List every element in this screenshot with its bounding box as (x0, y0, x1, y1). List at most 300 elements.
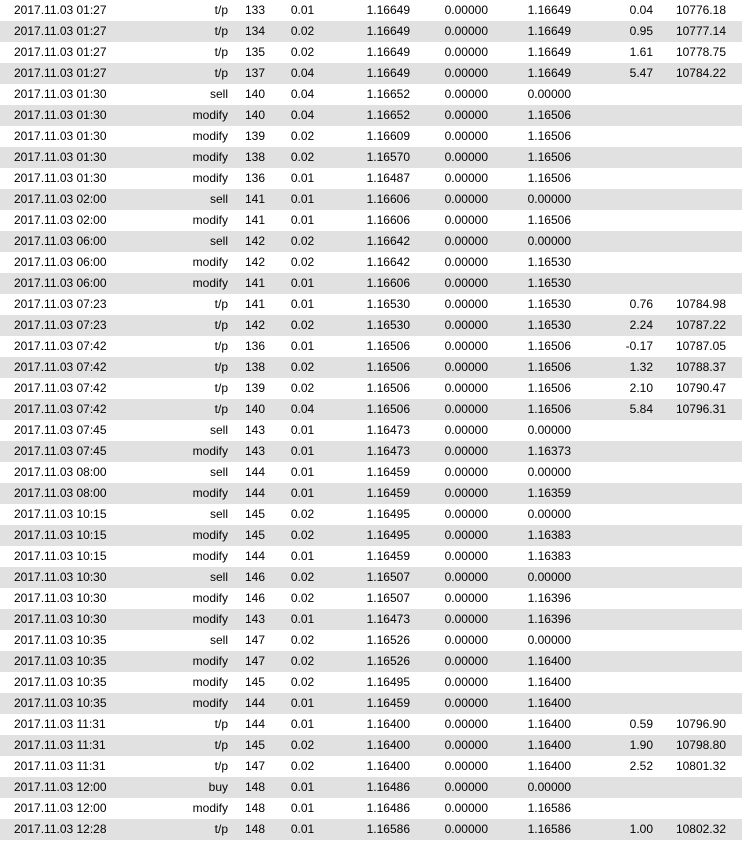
row-lot-size: 0.02 (290, 381, 315, 395)
row-balance: 10787.05 (675, 339, 726, 353)
row-take-profit: 0.00000 (527, 570, 571, 584)
row-profit (575, 798, 657, 819)
row-stop-loss: 0.00000 (444, 696, 488, 710)
row-stop-loss: 0.00000 (444, 402, 488, 416)
row-balance (657, 126, 742, 147)
table-row[interactable] (0, 714, 742, 735)
row-take-profit: 1.16506 (527, 108, 571, 122)
row-time: 2017.11.03 10:15 (14, 507, 107, 521)
row-type: sell (209, 234, 228, 248)
row-price: 1.16507 (366, 570, 410, 584)
table-row[interactable] (0, 756, 742, 777)
row-profit: 1.90 (629, 738, 653, 752)
row-lot-size: 0.01 (290, 276, 315, 290)
row-take-profit: 1.16506 (527, 171, 571, 185)
table-row[interactable] (0, 546, 742, 567)
row-price: 1.16459 (366, 465, 410, 479)
row-type: t/p (214, 402, 228, 416)
row-balance (657, 252, 742, 273)
table-row[interactable] (0, 105, 742, 126)
row-profit (575, 672, 657, 693)
table-row[interactable] (0, 651, 742, 672)
table-row[interactable] (0, 483, 742, 504)
row-balance: 10784.98 (675, 297, 726, 311)
row-time: 2017.11.03 11:31 (14, 759, 106, 773)
row-take-profit: 1.16649 (527, 3, 571, 17)
row-profit (575, 252, 657, 273)
row-stop-loss: 0.00000 (444, 213, 488, 227)
table-row[interactable] (0, 63, 742, 84)
row-order-number: 145 (244, 507, 266, 521)
row-take-profit: 0.00000 (527, 87, 571, 101)
row-lot-size: 0.01 (290, 486, 315, 500)
row-profit (575, 630, 657, 651)
row-type: modify (192, 213, 228, 227)
row-time: 2017.11.03 02:00 (14, 192, 107, 206)
row-stop-loss: 0.00000 (444, 45, 488, 59)
row-profit: 1.00 (629, 822, 653, 836)
row-take-profit: 1.16373 (527, 444, 571, 458)
row-profit (575, 609, 657, 630)
row-stop-loss: 0.00000 (444, 276, 488, 290)
row-price: 1.16506 (366, 360, 410, 374)
row-type: modify (192, 108, 228, 122)
row-balance: 10784.22 (675, 66, 726, 80)
row-lot-size: 0.02 (290, 759, 315, 773)
row-stop-loss: 0.00000 (444, 192, 488, 206)
row-balance (657, 273, 742, 294)
row-time: 2017.11.03 10:15 (14, 528, 107, 542)
row-lot-size: 0.02 (290, 591, 315, 605)
row-order-number: 141 (244, 297, 266, 311)
row-stop-loss: 0.00000 (444, 339, 488, 353)
row-type: modify (192, 129, 228, 143)
row-lot-size: 0.01 (290, 3, 315, 17)
row-take-profit: 1.16530 (527, 318, 571, 332)
row-balance: 10802.32 (675, 822, 726, 836)
row-time: 2017.11.03 10:35 (14, 675, 107, 689)
row-take-profit: 0.00000 (527, 192, 571, 206)
row-price: 1.16642 (366, 234, 410, 248)
row-profit (575, 126, 657, 147)
row-time: 2017.11.03 10:35 (14, 696, 107, 710)
row-stop-loss: 0.00000 (444, 234, 488, 248)
row-balance: 10796.31 (675, 402, 726, 416)
row-price: 1.16506 (366, 381, 410, 395)
row-order-number: 136 (244, 171, 266, 185)
table-row[interactable] (0, 189, 742, 210)
row-type: t/p (214, 45, 228, 59)
row-balance (657, 105, 742, 126)
table-row[interactable] (0, 399, 742, 420)
row-stop-loss: 0.00000 (444, 822, 488, 836)
row-lot-size: 0.02 (290, 507, 315, 521)
row-balance (657, 420, 742, 441)
row-time: 2017.11.03 12:00 (14, 801, 107, 815)
row-time: 2017.11.03 01:27 (14, 66, 107, 80)
row-stop-loss: 0.00000 (444, 612, 488, 626)
row-type: t/p (214, 360, 228, 374)
row-order-number: 146 (244, 591, 266, 605)
row-lot-size: 0.01 (290, 465, 315, 479)
row-stop-loss: 0.00000 (444, 360, 488, 374)
row-profit (575, 693, 657, 714)
row-take-profit: 1.16649 (527, 45, 571, 59)
row-type: modify (192, 486, 228, 500)
row-type: sell (209, 507, 228, 521)
row-profit: 2.10 (629, 381, 653, 395)
row-lot-size: 0.01 (290, 717, 315, 731)
row-take-profit: 0.00000 (527, 423, 571, 437)
row-stop-loss: 0.00000 (444, 486, 488, 500)
row-balance (657, 504, 742, 525)
row-balance (657, 588, 742, 609)
row-price: 1.16473 (366, 423, 410, 437)
row-balance (657, 567, 742, 588)
row-lot-size: 0.01 (290, 213, 315, 227)
row-lot-size: 0.01 (290, 822, 315, 836)
row-price: 1.16606 (366, 192, 410, 206)
table-row[interactable] (0, 357, 742, 378)
row-price: 1.16459 (366, 486, 410, 500)
row-time: 2017.11.03 01:27 (14, 24, 107, 38)
row-lot-size: 0.01 (290, 780, 315, 794)
row-type: t/p (214, 738, 228, 752)
row-stop-loss: 0.00000 (444, 465, 488, 479)
row-profit: -0.17 (625, 339, 653, 353)
row-balance (657, 651, 742, 672)
row-order-number: 141 (244, 213, 266, 227)
row-price: 1.16526 (366, 654, 410, 668)
row-type: t/p (214, 3, 228, 17)
row-time: 2017.11.03 07:23 (14, 297, 107, 311)
row-type: t/p (214, 66, 228, 80)
row-balance (657, 525, 742, 546)
row-type: t/p (214, 759, 228, 773)
row-price: 1.16486 (366, 780, 410, 794)
row-order-number: 144 (244, 696, 266, 710)
row-take-profit: 0.00000 (527, 234, 571, 248)
table-row[interactable] (0, 147, 742, 168)
row-profit: 2.52 (629, 759, 653, 773)
row-take-profit: 1.16400 (527, 654, 571, 668)
row-lot-size: 0.04 (290, 108, 315, 122)
table-row[interactable] (0, 294, 742, 315)
row-price: 1.16400 (366, 738, 410, 752)
row-order-number: 144 (244, 465, 266, 479)
row-profit (575, 231, 657, 252)
table-row[interactable] (0, 798, 742, 819)
row-profit (575, 441, 657, 462)
row-order-number: 147 (244, 759, 266, 773)
row-lot-size: 0.02 (290, 738, 315, 752)
row-price: 1.16606 (366, 276, 410, 290)
row-stop-loss: 0.00000 (444, 528, 488, 542)
row-stop-loss: 0.00000 (444, 108, 488, 122)
row-price: 1.16459 (366, 549, 410, 563)
row-profit (575, 147, 657, 168)
row-type: modify (192, 171, 228, 185)
row-balance: 10778.75 (675, 45, 726, 59)
row-price: 1.16400 (366, 717, 410, 731)
table-row[interactable] (0, 231, 742, 252)
row-stop-loss: 0.00000 (444, 297, 488, 311)
row-lot-size: 0.01 (290, 801, 315, 815)
row-profit: 1.32 (629, 360, 653, 374)
row-balance: 10798.80 (675, 738, 726, 752)
table-row[interactable] (0, 735, 742, 756)
row-order-number: 140 (244, 87, 266, 101)
table-row[interactable] (0, 168, 742, 189)
row-time: 2017.11.03 01:30 (14, 129, 107, 143)
row-stop-loss: 0.00000 (444, 738, 488, 752)
row-lot-size: 0.04 (290, 87, 315, 101)
table-row[interactable] (0, 252, 742, 273)
row-lot-size: 0.01 (290, 192, 315, 206)
row-take-profit: 1.16530 (527, 297, 571, 311)
row-price: 1.16459 (366, 696, 410, 710)
row-type: sell (209, 423, 228, 437)
row-balance (657, 84, 742, 105)
row-time: 2017.11.03 06:00 (14, 255, 107, 269)
row-time: 2017.11.03 07:23 (14, 318, 107, 332)
table-row[interactable] (0, 504, 742, 525)
row-lot-size: 0.02 (290, 255, 315, 269)
row-balance: 10787.22 (675, 318, 726, 332)
row-balance: 10796.90 (675, 717, 726, 731)
row-balance (657, 210, 742, 231)
row-lot-size: 0.01 (290, 444, 315, 458)
row-profit (575, 84, 657, 105)
row-balance (657, 777, 742, 798)
row-balance: 10788.37 (675, 360, 726, 374)
row-price: 1.16526 (366, 633, 410, 647)
row-take-profit: 1.16530 (527, 276, 571, 290)
row-type: modify (192, 696, 228, 710)
row-order-number: 141 (244, 276, 266, 290)
row-type: modify (192, 654, 228, 668)
row-price: 1.16530 (366, 297, 410, 311)
row-lot-size: 0.02 (290, 318, 315, 332)
row-order-number: 136 (244, 339, 266, 353)
row-order-number: 148 (244, 801, 266, 815)
table-row[interactable] (0, 777, 742, 798)
row-lot-size: 0.02 (290, 24, 315, 38)
table-row[interactable] (0, 567, 742, 588)
row-lot-size: 0.02 (290, 675, 315, 689)
row-order-number: 147 (244, 654, 266, 668)
row-take-profit: 1.16586 (527, 801, 571, 815)
row-profit (575, 567, 657, 588)
row-order-number: 148 (244, 780, 266, 794)
row-price: 1.16642 (366, 255, 410, 269)
row-balance (657, 483, 742, 504)
row-profit: 2.24 (629, 318, 653, 332)
row-order-number: 144 (244, 549, 266, 563)
row-order-number: 142 (244, 318, 266, 332)
row-time: 2017.11.03 10:35 (14, 654, 107, 668)
row-take-profit: 1.16383 (527, 549, 571, 563)
row-price: 1.16649 (366, 3, 410, 17)
row-price: 1.16649 (366, 45, 410, 59)
row-order-number: 145 (244, 738, 266, 752)
row-time: 2017.11.03 07:45 (14, 423, 107, 437)
row-order-number: 137 (244, 66, 266, 80)
row-lot-size: 0.01 (290, 297, 315, 311)
row-order-number: 143 (244, 612, 266, 626)
row-take-profit: 1.16530 (527, 255, 571, 269)
row-take-profit: 1.16649 (527, 66, 571, 80)
row-price: 1.16495 (366, 528, 410, 542)
row-lot-size: 0.02 (290, 528, 315, 542)
row-stop-loss: 0.00000 (444, 423, 488, 437)
row-time: 2017.11.03 07:42 (14, 402, 107, 416)
row-price: 1.16609 (366, 129, 410, 143)
row-stop-loss: 0.00000 (444, 3, 488, 17)
row-stop-loss: 0.00000 (444, 759, 488, 773)
row-profit: 5.84 (629, 402, 653, 416)
row-balance (657, 168, 742, 189)
row-time: 2017.11.03 07:42 (14, 381, 107, 395)
row-profit (575, 105, 657, 126)
row-take-profit: 1.16506 (527, 129, 571, 143)
row-take-profit: 1.16400 (527, 738, 571, 752)
row-type: modify (192, 549, 228, 563)
row-type: t/p (214, 339, 228, 353)
table-row[interactable] (0, 441, 742, 462)
row-order-number: 135 (244, 45, 266, 59)
row-take-profit: 0.00000 (527, 780, 571, 794)
row-price: 1.16473 (366, 612, 410, 626)
row-time: 2017.11.03 01:27 (14, 45, 107, 59)
table-row[interactable] (0, 42, 742, 63)
row-balance (657, 147, 742, 168)
row-take-profit: 1.16506 (527, 381, 571, 395)
row-order-number: 133 (244, 3, 266, 17)
row-order-number: 146 (244, 570, 266, 584)
row-stop-loss: 0.00000 (444, 318, 488, 332)
row-time: 2017.11.03 07:42 (14, 339, 107, 353)
table-row[interactable] (0, 84, 742, 105)
row-take-profit: 1.16396 (527, 591, 571, 605)
table-row[interactable] (0, 693, 742, 714)
row-order-number: 147 (244, 633, 266, 647)
row-price: 1.16486 (366, 801, 410, 815)
row-balance (657, 798, 742, 819)
row-type: sell (209, 633, 228, 647)
table-row[interactable] (0, 0, 742, 21)
row-profit: 0.95 (629, 24, 653, 38)
row-price: 1.16487 (366, 171, 410, 185)
row-take-profit: 1.16396 (527, 612, 571, 626)
row-price: 1.16606 (366, 213, 410, 227)
row-take-profit: 0.00000 (527, 507, 571, 521)
row-stop-loss: 0.00000 (444, 633, 488, 647)
row-type: t/p (214, 381, 228, 395)
row-profit (575, 777, 657, 798)
row-take-profit: 1.16506 (527, 402, 571, 416)
row-time: 2017.11.03 11:31 (14, 717, 106, 731)
row-take-profit: 1.16400 (527, 675, 571, 689)
row-time: 2017.11.03 01:30 (14, 171, 107, 185)
table-row[interactable] (0, 21, 742, 42)
row-take-profit: 1.16400 (527, 696, 571, 710)
row-order-number: 144 (244, 486, 266, 500)
row-balance (657, 672, 742, 693)
row-price: 1.16473 (366, 444, 410, 458)
row-price: 1.16649 (366, 66, 410, 80)
row-time: 2017.11.03 01:27 (14, 3, 107, 17)
row-order-number: 140 (244, 402, 266, 416)
row-profit (575, 189, 657, 210)
row-price: 1.16649 (366, 24, 410, 38)
row-stop-loss: 0.00000 (444, 87, 488, 101)
row-take-profit: 1.16400 (527, 759, 571, 773)
row-lot-size: 0.02 (290, 150, 315, 164)
table-row[interactable] (0, 420, 742, 441)
row-type: modify (192, 150, 228, 164)
row-stop-loss: 0.00000 (444, 444, 488, 458)
row-profit: 1.61 (629, 45, 653, 59)
row-order-number: 134 (244, 24, 266, 38)
table-row[interactable] (0, 819, 742, 840)
row-order-number: 145 (244, 528, 266, 542)
row-order-number: 144 (244, 717, 266, 731)
row-take-profit: 1.16359 (527, 486, 571, 500)
table-row[interactable] (0, 378, 742, 399)
row-price: 1.16652 (366, 108, 410, 122)
row-price: 1.16506 (366, 339, 410, 353)
row-time: 2017.11.03 02:00 (14, 213, 107, 227)
table-row[interactable] (0, 336, 742, 357)
row-price: 1.16570 (366, 150, 410, 164)
row-type: modify (192, 591, 228, 605)
row-stop-loss: 0.00000 (444, 24, 488, 38)
row-take-profit: 1.16383 (527, 528, 571, 542)
row-profit (575, 420, 657, 441)
row-stop-loss: 0.00000 (444, 507, 488, 521)
table-row[interactable] (0, 126, 742, 147)
row-balance (657, 231, 742, 252)
row-profit: 0.59 (629, 717, 653, 731)
row-lot-size: 0.02 (290, 633, 315, 647)
table-row[interactable] (0, 273, 742, 294)
table-row[interactable] (0, 588, 742, 609)
row-lot-size: 0.02 (290, 45, 315, 59)
row-lot-size: 0.01 (290, 696, 315, 710)
table-row[interactable] (0, 672, 742, 693)
row-time: 2017.11.03 01:30 (14, 150, 107, 164)
row-price: 1.16586 (366, 822, 410, 836)
row-type: t/p (214, 717, 228, 731)
row-stop-loss: 0.00000 (444, 675, 488, 689)
row-type: modify (192, 612, 228, 626)
row-profit: 5.47 (629, 66, 653, 80)
row-lot-size: 0.02 (290, 234, 315, 248)
table-row[interactable] (0, 462, 742, 483)
table-row[interactable] (0, 609, 742, 630)
row-stop-loss: 0.00000 (444, 801, 488, 815)
row-profit (575, 168, 657, 189)
table-row[interactable] (0, 315, 742, 336)
table-row[interactable] (0, 525, 742, 546)
table-row[interactable] (0, 630, 742, 651)
row-take-profit: 1.16400 (527, 717, 571, 731)
row-time: 2017.11.03 06:00 (14, 234, 107, 248)
row-lot-size: 0.01 (290, 612, 315, 626)
row-stop-loss: 0.00000 (444, 591, 488, 605)
table-row[interactable] (0, 210, 742, 231)
